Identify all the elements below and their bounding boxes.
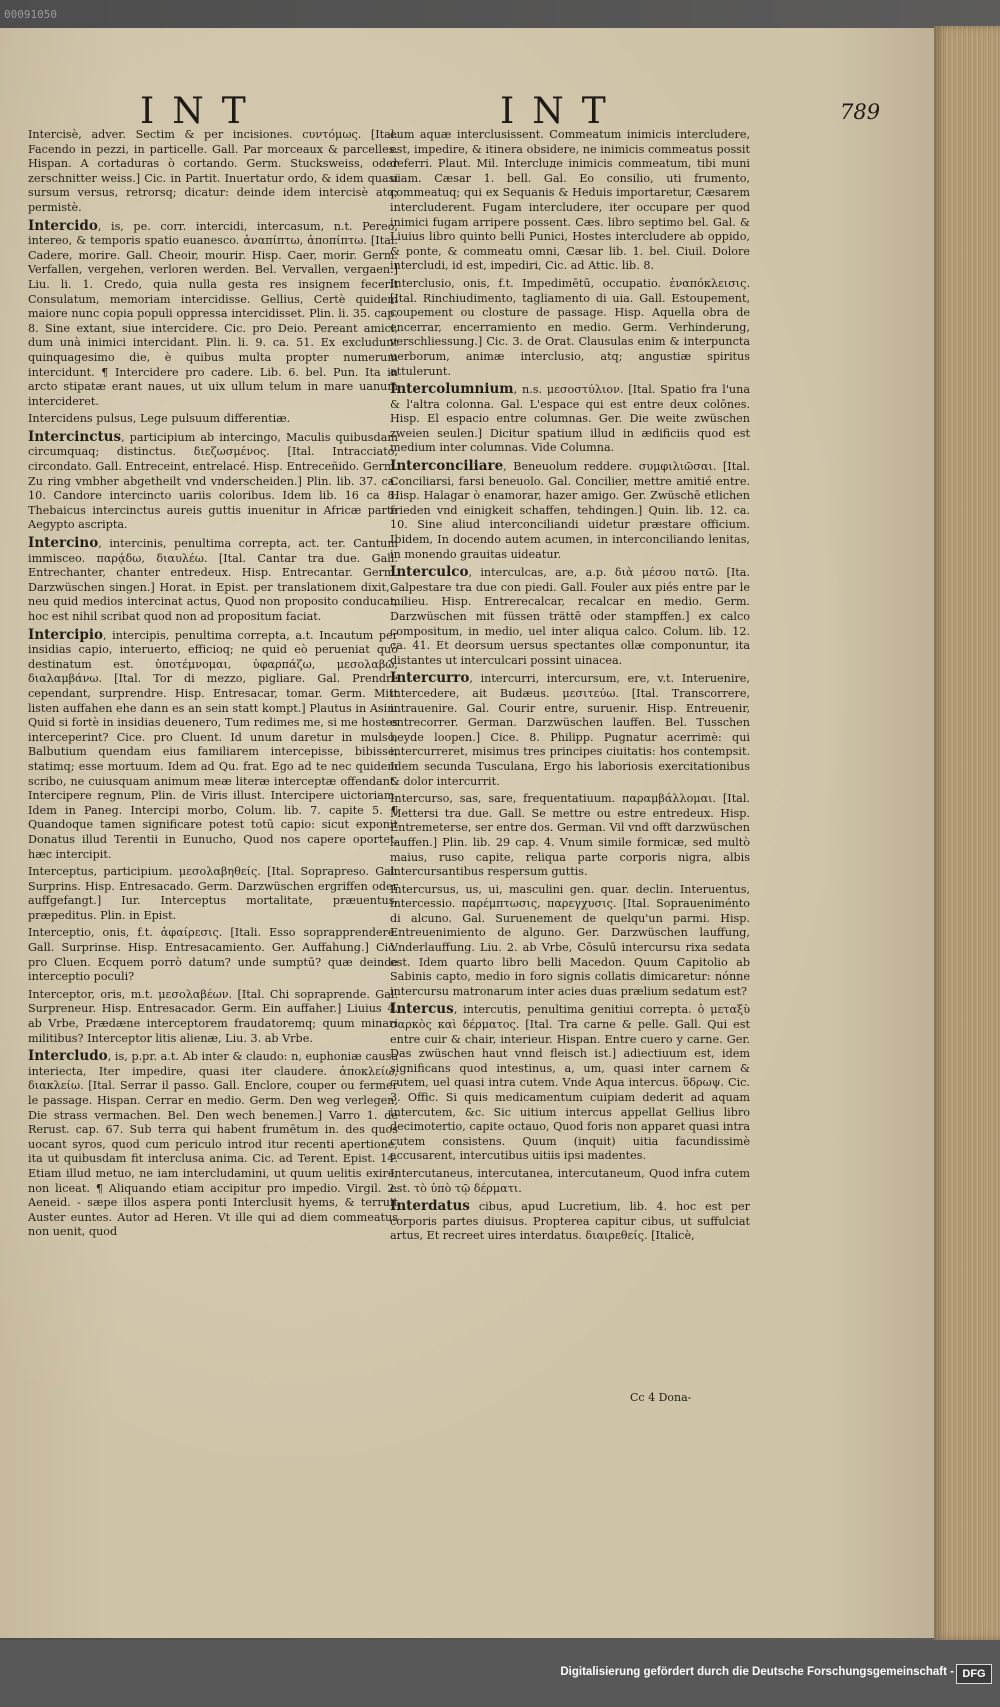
dictionary-entry (28, 926, 398, 984)
dictionary-entry (390, 671, 750, 789)
entry-headword: Intercludo (28, 1048, 108, 1065)
dictionary-entry (390, 459, 750, 562)
page-number: 789 (840, 100, 881, 124)
entry-text: Interceptor, oris, m.t. μεσολαβέων. [Ital. Chi sopraprende. Gal. Surpreneur. Hisp. Entresacador. Germ. Ein auffaher.] Liuius 4. ab Vrbe, Prædæne interceptorem fraudatoremq; quum minari militibus? Interceptor litis alienæ, Liu. 3. ab Vrbe. (28, 987, 398, 1045)
entry-text: Interceptus, participium. μεσολαβηθείς. [Ital. Soprapreso. Gal. Surprins. Hisp. Entresacado. Germ. Darzwüschen ergriffen oder auffgefangt.] Iur. Interceptus mortalitate, præuentus, præpeditus. Plin. in Epist. (28, 865, 398, 922)
dictionary-entry (390, 128, 750, 274)
entry-text: Intercisè, adver. Sectim & per incisiones. ϲυντόμως. [Ital. Facendo in pezzi, in particelle. Gall. Par morceaux & parcelles. Hispan. A cortaduras ò cortando. Germ. Stucksweiss, oder zerschnitter weiss.] Cic. in Partit. Inuertatur ordo, & idem quasi sursum versus, retrorsq; dicatur: deinde idem intercisè atq; permistè. (28, 128, 398, 214)
entry-text: Intercutaneus, intercutanea, intercutaneum, Quod infra cutem est. τὸ ὑπὸ τῷ δέρματι. (390, 1166, 750, 1195)
entry-text: Intercidens pulsus, Lege pulsuum differentiæ. (28, 412, 291, 426)
entry-headword: Interconciliare (390, 458, 504, 475)
dictionary-entry (390, 382, 750, 456)
dictionary-entry (390, 792, 750, 880)
entry-text: Intercurso, sas, sare, frequentatiuum. παραμβάλλομαι. [Ital. Mettersi tra due. Gall. Se mettre ou estre entredeux. Hisp. Entremeterse, ser entre dos. German. Vil vnd offt darzwüschen lauffen.] Plin. lib. 29 cap. 4. Vnum simile formicæ, sed multò maius, ruso capite, reliqua parte corporis nigra, albis intercursantibus respersum guttis. (390, 792, 750, 879)
dictionary-entry (28, 412, 398, 427)
entry-text: , n.s. μεσοστύλιον. [Ital. Spatio fra l'una & l'altra colonna. Gal. L'espace qui est entre deux colōnes. Hisp. El espacio entre columnas. Ger. Die weite zwüschen zweien seulen.] Dicitur spatium illud in ædificiis quod est medium inter columnas. Vide Columna. (390, 383, 750, 455)
dictionary-entry (390, 277, 750, 379)
dictionary-entry (28, 988, 398, 1046)
entry-text: eum aquæ interclusissent. Commeatum inimicis intercludere, est, impedire, & itinera obsidere, ne inimicis commeatus possit deferri. Plaut. Mil. Intercluде inimicis commeatum, tibi muni uiam. Cæsar 1. bell. Gal. Eo consilio, uti frumento, commeatuq; qui ex Sequanis & Heduis importaretur, Cæsarem intercluderent. Fugam intercludere, iter occupare per quod inimici fugam arripere possent. Cæs. libro septimo bel. Gal. & Liuius libro quinto belli Punici, Hostes intercludere ab oppido, & ponte, & commeatu omni, Cæsar lib. 1. bel. Ciuil. Dolore intercludi, id est, impediri, Cic. ad Attic. lib. 8. (390, 128, 750, 273)
entry-text: , intercurri, intercursum, ere, v.t. Interuenire, intercedere, ait Budæus. μεσιτεύω. [Ital. Transcorrere, intrauenire. Gal. Courir entre, suruenir. Hisp. Entreuenir, entrecorrer. German. Darzwüschen lauffen. Bel. Tusschen beyde loopen.] Cice. 8. Philipp. Pugnatur acerrimè: qui intercurreret, misimus tres principes ciuitatis: hos contempsit. Idem secunda Tusculana, Ergo his laboriosis exercitationibus & dolor intercurrit. (390, 672, 750, 788)
entry-text: , is, p.pr. a.t. Ab inter & claudo: n, euphoniæ causa interiecta, Iter impedire, quasi iter claudere. ἀποκλείω, διακλείω. [Ital. Serrar il passo. Gall. Enclore, couper ou fermer le passage. Hispan. Cerrar en medio. Germ. Den weg verlegen, Die strass vermachen. Bel. Den wech benemen.] Varro 1. de Rerust. cap. 67. Sub terra qui habent frumētum in. des quos uocant syros, quod cum periculo introd itur recenti apertione, ita ut quibusdam fit interclusa anima. Cic. ad Terent. Epist. 14. Etiam illud metuo, ne iam intercludamini, ut quum uelitis exire, non liceat. ¶ Aliquando etiam accipitur pro impedio. Virgil. 2. Aeneid. ‑ sæpe illos aspera ponti Interclusit hyems, & terruit Auster euntes. Autor ad Heren. Vt ille qui ad diem commeatus non uenit, quod (28, 1050, 398, 1239)
dictionary-entry (28, 536, 398, 625)
entry-headword: Intercido (28, 217, 98, 234)
dictionary-entry (390, 1002, 750, 1164)
entry-text: Intercursus, us, ui, masculini gen. quar. declin. Interuentus, intercessio. παρέμπτωσις, παρεγχυσις. [Ital. Sopraueniménto di alcuno. Gal. Suruenement de quelqu'un parmi. Hisp. Entreuenimiento de alguno. Ger. Darzwüschen lauffung, Vnderlauffung. Liu. 2. ab Vrbe, Cōsulū intercursu rixa sedata est. Idem quarto libro belli Macedon. Quum Capitolio ab Sabinis capto, medio in foro signis collatis dimicaretur: nónne intercursu matronarum inter acies duas prælium sedatum est? (390, 882, 750, 998)
entry-headword: Intercolumnium (390, 381, 514, 398)
entry-headword: Intercurro (390, 670, 470, 687)
dictionary-entry (28, 1049, 398, 1240)
entry-text: Interceptio, onis, f.t. ἀφαίρεσις. [Itali. Esso soprapprendere. Gall. Surprinse. Hisp. Entresacamiento. Ger. Auffahung.] Cic. pro Cluen. Ecquem porrò datum? unde sumptū? quæ deinde interceptio poculi? (28, 926, 398, 984)
dictionary-entry (28, 128, 398, 216)
dictionary-entry (390, 1167, 750, 1196)
entry-headword: Intercipio (28, 626, 103, 643)
running-head-left: INT (140, 91, 264, 132)
entry-headword: Interdatus (390, 1198, 470, 1215)
dictionary-entry (28, 865, 398, 923)
dictionary-entry (390, 883, 750, 1000)
catchword: Cc 4 Dona- (630, 1391, 692, 1404)
entry-text: , intercutis, penultima genitiui correpta. ὁ μεταξὺ σαρκὸς καὶ δέρματος. [Ital. Tra carne & pelle. Gall. Qui est entre cuir & chair, interieur. Hispan. Entre cuero y carne. Ger. Das zwüschen haut vnnd fleisch ist.] adiectiuum est, idem significans quod intestinus, a, um, quasi inter carnem & cutem, uel quasi intra cutem. Vnde Aqua intercus. ὕδρωψ. Cic. 3. Offic. Si quis medicamentum cuipiam dederit ad aquam intercutem, &c. Sic uitium intercus appellat Gellius libro decimotertio, capite octauo, Quod foris non apparet quasi intra cutem consistens. Quum (inquit) uitia facundissimè accusarent, intercutibus uitiis ipsi madentes. (390, 1003, 750, 1163)
entry-headword: Intercino (28, 535, 99, 552)
entry-text: , intercipis, penultima correpta, a.t. Incautum per insidias capio, interuerto, efficioq; ne quid eò perueniat quò destinatum est. ὑποτέμνομαι, ὑφαρπάζω, μεσολαβῶ, διαλαμβάνω. [Ital. Tor di mezzo, pigliare. Gal. Prendre cependant, surprendre. Hisp. Entresacar, tomar. Germ. Mitt listen auffahen ehe dann es an sein statt kompt.] Plautus in Asin. Quid si fortè in insidias deuenero, Tum redimes me, si me hostes interceperint? Cicе. pro Cluent. Id unum daretur in mulso, Balbutium quendam eius familiarem intercepisse, bibisse, statimq; esse mortuum. Idem ad Qu. frat. Ego ad te nec quidem scribo, ne cuiusquam animum meæ literæ interceptæ offendant. Intercipere regnum, Plin. de Viris illust. Intercipere uictoriam, Idem in Paneg. Intercipi morbo, Colum. lib. 7. capite 5. ¶ Quandoque tamen significare potest totū capio: sicut exponit Donatus illud Terentii in Eunucho, Quod nos capere oportet, hæc intercipit. (28, 628, 398, 861)
entry-text: , is, pe. corr. intercidi, intercasum, n.t. Pereo, interеo, & temporis spatio euanesco. ἀναπίπτω, ἀποπίπτω. [Ital. Cadere, morire. Gall. Cheoir, mourir. Hisp. Caer, morir. Germ. Verfallen, vergehen, verloren werden. Bel. Vervallen, vergaen.] Liu. li. 1. Credo, quia nulla gesta res insignem fecerit Consulatum, memoriam intercidisse. Gellius, Certè quidem maiore nunc copia populi oppressa intercidisset. Plin. li. 35. cap. 8. Sine extant, siue interciderе. Cic. pro Deio. Pereant amici, dum unà inimici intercidant. Plin. li. 9. ca. 51. Ex excludunt quinquagesimo die, è quibus multa propter numerum intercidunt. ¶ Intercidere pro cadere. Lib. 6. bel. Pun. Ita in arcto stipatæ erant naues, ut uix ullum telum in mare uanum intercideret. (28, 219, 398, 408)
dictionary-entry (390, 1199, 750, 1244)
entry-headword: Interculco (390, 564, 469, 581)
page-fore-edge (934, 26, 1000, 1640)
funding-notice: Digitalisierung gefördert durch die Deutsche Forschungsgemeinschaft - (560, 1666, 954, 1678)
entry-text: , Beneuolum reddere. συμφιλιῶσαι. [Ital. Conciliarsi, farsi beneuolo. Gal. Concilier, mettre amitié entre. Hisp. Halagar ò enamorar, hazer amigo. Ger. Zwüschē etlichen frieden vnd einigkeit schaffen, tehdingen.] Quin. lib. 12. ca. 10. Sine aliud interconciliandi uidetur præstare officium. Ibidem, In docendo autem acumen, in interconciliando lenitas, in monendo grauitas uideatur. (390, 460, 750, 561)
dictionary-column-right (390, 128, 750, 1348)
scan-id-stamp: 00091050 (4, 8, 57, 21)
entry-headword: Intercinctus (28, 428, 122, 445)
dictionary-entry (28, 219, 398, 410)
entry-text: , interculcas, are, a.p. διὰ μέσου πατῶ. [Ita. Calpestare tra due con piedi. Gall. Fouler aux piés entre par le milieu. Hisp. Entrerecalcar, recalcar en medio. Germ. Darzwüschen mit füssen trättē oder stampffen.] ex calco compositum, in medio, uel inter aliqua calco. Colum. lib. 12. ca. 41. Et deorsum uersus spectantes ollæ componuntur, ita distantes ut interculcari possint uinacea. (390, 566, 750, 667)
entry-headword: Intercus (390, 1001, 454, 1018)
dictionary-entry (390, 565, 750, 668)
entry-text: , intercinis, penultima correpta, act. ter. Cantum immisceo. παρᾴδω, διαυλέω. [Ital. Cantar tra due. Gall. Entrechanter, chanter entredeux. Hisp. Entrecantar. Germ. Darzwüschen singen.] Horat. in Epist. per translationem dixit, ‑ neu quid medios intercinat actus, Quod non proposito conducat, hoc est nihil scribat quod non ad propositum faciat. (28, 537, 398, 623)
entry-text: Interclusio, onis, f.t. Impedimētū, occupatio. ἐναπόκλεισις. [Ital. Rinchiudimento, tagliamento di uia. Gall. Estoupement, coupement ou closture de passage. Hisp. Aquella obra de encerrar, encerramiento en medio. Germ. Verhinderung, verschliessung.] Cic. 3. de Orat. Clausulas enim & interpuncta uerborum, animæ interclusio, atq; angustiæ spiritus attulerunt. (390, 276, 750, 378)
dictionary-entry (28, 430, 398, 533)
dictionary-entry (28, 628, 398, 863)
footer-bar (0, 1642, 1000, 1707)
dfg-logo: DFG (956, 1664, 992, 1684)
dictionary-column-left (28, 128, 398, 1418)
running-head-right: INT (500, 91, 624, 132)
entry-text: cibus, apud Lucretium, lib. 4. hoc est per corporis partes diuisus. Propterea capitur cibus, ut suffulciat artus, Et recreet uires interdatus. διαιρεθείς. [Italicè, (390, 1200, 750, 1243)
entry-text: , participium ab intercingo, Maculis quibusdam circumquaq; distinctus. διεζωσμένος. [Ital. Intracciato, circondato. Gall. Entreceint, entrelacé. Hisp. Entreceñido. Germ. Zu ring vmbher abgetheilt vnd vnderscheiden.] Plin. lib. 37. ca. 10. Candore intercincto uariis coloribus. Idem lib. 16 ca 8. Thebaicus intercinctus aureis guttis inuenitur in Africæ parte Aegypto ascripta. (28, 430, 398, 532)
